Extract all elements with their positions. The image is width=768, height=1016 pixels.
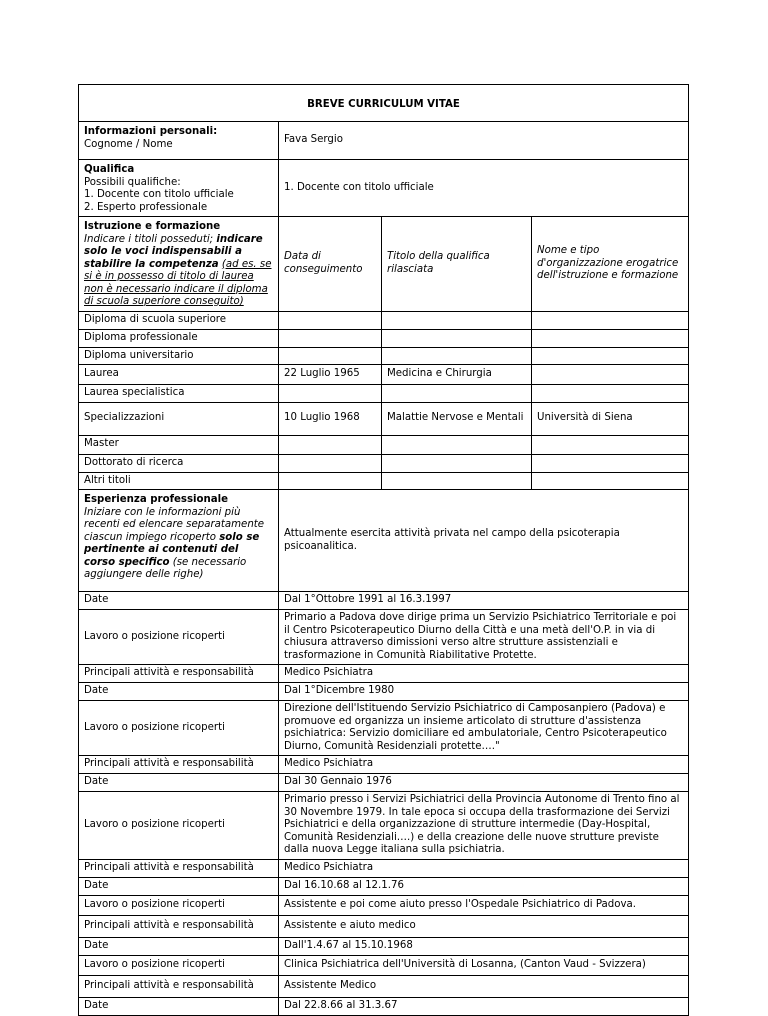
edu-label: Laurea (79, 365, 279, 385)
edu-row (79, 329, 689, 347)
job-attivita: Assistente Medico (279, 975, 689, 997)
col-header-title: Titolo della qualifica rilasciata (382, 217, 532, 312)
job-lavoro-label: Lavoro o posizione ricoperti (79, 895, 279, 915)
esperienza-summary: Attualmente esercita attività privata nel campo della psicoterapia psicoanalitica. (279, 490, 689, 592)
job-lavoro-row (79, 895, 689, 915)
edu-label: Specializzazioni (79, 402, 279, 435)
job-date-row (79, 937, 689, 955)
job-attivita-label: Principali attività e responsabilità (79, 859, 279, 877)
edu-title (382, 311, 532, 329)
edu-row (79, 347, 689, 365)
edu-title (382, 385, 532, 403)
edu-label: Dottorato di ricerca (79, 454, 279, 472)
job-attivita-row (79, 859, 689, 877)
edu-org (532, 329, 689, 347)
esperienza-label (79, 490, 279, 592)
edu-title (382, 435, 532, 454)
job-attivita-row (79, 665, 689, 683)
cv-table (78, 84, 689, 1016)
job-date-row (79, 592, 689, 610)
edu-row (79, 365, 689, 385)
edu-title (382, 347, 532, 365)
job-lavoro-row (79, 955, 689, 975)
edu-org (532, 347, 689, 365)
job-lavoro-label: Lavoro o posizione ricoperti (79, 701, 279, 756)
edu-row (79, 454, 689, 472)
job-lavoro: Assistente e poi come aiuto presso l'Ospedale Psichiatrico di Padova. (279, 895, 689, 915)
edu-date (279, 385, 382, 403)
job-attivita-row (79, 756, 689, 774)
qualifica-value: 1. Docente con titolo ufficiale (279, 160, 689, 217)
job-attivita-label: Principali attività e responsabilità (79, 665, 279, 683)
job-date: Dal 1°Ottobre 1991 al 16.3.1997 (279, 592, 689, 610)
job-lavoro: Primario a Padova dove dirige prima un Servizio Psichiatrico Territoriale e poi il Centro Psicoterapeutico Diurno della Città e una metà dell'O.P. in via di chiusura attraverso dimissioni verso altre strutture assistenziali e trasformazione in Comunità Riabilitative Protette. (279, 610, 689, 665)
job-lavoro-label: Lavoro o posizione ricoperti (79, 792, 279, 860)
edu-date: 22 Luglio 1965 (279, 365, 382, 385)
edu-date (279, 435, 382, 454)
istruzione-intro: Indicare i titoli posseduti; (84, 233, 217, 245)
job-attivita-label: Principali attività e responsabilità (79, 915, 279, 937)
edu-org (532, 311, 689, 329)
job-lavoro-label: Lavoro o posizione ricoperti (79, 610, 279, 665)
job-lavoro-row (79, 701, 689, 756)
job-date-row (79, 877, 689, 895)
job-lavoro-label: Lavoro o posizione ricoperti (79, 955, 279, 975)
job-attivita: Assistente e aiuto medico (279, 915, 689, 937)
qualifica-line: 2. Esperto professionale (84, 201, 208, 213)
personal-value: Fava Sergio (279, 122, 689, 160)
esperienza-intro-end: (se necessario aggiungere delle righe) (84, 556, 247, 580)
job-attivita-row (79, 915, 689, 937)
edu-label: Diploma professionale (79, 329, 279, 347)
qualifica-label (79, 160, 279, 217)
edu-label: Laurea specialistica (79, 385, 279, 403)
job-attivita-label: Principali attività e responsabilità (79, 975, 279, 997)
edu-org (532, 435, 689, 454)
edu-row (79, 435, 689, 454)
job-date: Dal 1°Dicembre 1980 (279, 683, 689, 701)
istruzione-label (79, 217, 279, 312)
edu-label: Diploma di scuola superiore (79, 311, 279, 329)
job-date: Dall'1.4.67 al 15.10.1968 (279, 937, 689, 955)
edu-row (79, 311, 689, 329)
job-attivita-label: Principali attività e responsabilità (79, 756, 279, 774)
job-lavoro-row (79, 792, 689, 860)
job-date-label: Date (79, 683, 279, 701)
istruzione-intro-bold: indicare solo le voci indispensabili a stabilire la competenza (84, 233, 263, 270)
job-attivita: Medico Psichiatra (279, 859, 689, 877)
col-header-date: Data di conseguimento (279, 217, 382, 312)
istruzione-note: (ad es. se si è in possesso di titolo di laurea non è necessario indicare il diploma di scuola superiore conseguito) (84, 258, 272, 307)
job-attivita: Medico Psichiatra (279, 665, 689, 683)
qualifica-line: 1. Docente con titolo ufficiale (84, 189, 234, 200)
edu-title: Malattie Nervose e Mentali (382, 402, 532, 435)
job-lavoro: Primario presso i Servizi Psichiatrici della Provincia Autonome di Trento fino al 30 Novembre 1979. In tale epoca si occupa della trasformazione dei Servizi Psichiatrici e della organizzazione di strutture intermedie (Day-Hospital, Comunità Residenziali….) e della creazione delle nuove strutture previste dalla nuova Legge italiana sulla psichiatria. (279, 792, 689, 860)
edu-title (382, 472, 532, 490)
esperienza-intro: Iniziare con le informazioni più recenti ed elencare separatamente ciascun impiego ricoperto (84, 506, 265, 543)
job-date-row (79, 774, 689, 792)
edu-row (79, 472, 689, 490)
personal-sub: Cognome / Nome (84, 138, 173, 150)
job-lavoro: Clinica Psichiatrica dell'Università di Losanna, (Canton Vaud - Svizzera) (279, 955, 689, 975)
edu-row (79, 402, 689, 435)
edu-title (382, 454, 532, 472)
job-attivita: Medico Psichiatra (279, 756, 689, 774)
esperienza-heading: Esperienza professionale (84, 494, 229, 505)
job-date-row (79, 997, 689, 1015)
edu-date (279, 454, 382, 472)
personal-row (79, 122, 689, 160)
edu-org (532, 454, 689, 472)
edu-org (532, 385, 689, 403)
edu-date: 10 Luglio 1968 (279, 402, 382, 435)
qualifica-row (79, 160, 689, 217)
edu-label: Master (79, 435, 279, 454)
edu-org (532, 472, 689, 490)
qualifica-heading: Qualifica (84, 164, 135, 175)
col-header-org: Nome e tipo d'organizzazione erogatrice dell'istruzione e formazione (532, 217, 689, 312)
job-date-label: Date (79, 592, 279, 610)
edu-title: Medicina e Chirurgia (382, 365, 532, 385)
esperienza-intro-bold: solo se pertinente ai contenuti del corso specifico (84, 531, 260, 568)
job-date: Dal 22.8.66 al 31.3.67 (279, 997, 689, 1015)
edu-row (79, 385, 689, 403)
edu-org (532, 365, 689, 385)
job-date-label: Date (79, 997, 279, 1015)
edu-label: Diploma universitario (79, 347, 279, 365)
personal-label (79, 122, 279, 160)
job-date-label: Date (79, 937, 279, 955)
istruzione-heading: Istruzione e formazione (84, 221, 221, 232)
job-date-row (79, 683, 689, 701)
job-date-label: Date (79, 774, 279, 792)
edu-date (279, 311, 382, 329)
cv-document (78, 84, 688, 1016)
esperienza-row (79, 490, 689, 592)
istruzione-header-row (79, 217, 689, 312)
edu-date (279, 472, 382, 490)
edu-label: Altri titoli (79, 472, 279, 490)
qualifica-line: Possibili qualifiche: (84, 176, 181, 188)
job-lavoro-row (79, 610, 689, 665)
title-row (79, 85, 689, 122)
edu-date (279, 329, 382, 347)
edu-org: Università di Siena (532, 402, 689, 435)
job-date-label: Date (79, 877, 279, 895)
job-date: Dal 30 Gennaio 1976 (279, 774, 689, 792)
edu-date (279, 347, 382, 365)
personal-heading: Informazioni personali: (84, 126, 218, 137)
document-title: BREVE CURRICULUM VITAE (79, 85, 689, 122)
job-lavoro: Direzione dell'Istituendo Servizio Psichiatrico di Camposanpiero (Padova) e promuove ed organizza un insieme articolato di strutture d'assistenza psichiatrica: Servizio domiciliare ed ambulatoriale, Centro Psicoterapeutico Diurno, Comunità Residenziali protette…." (279, 701, 689, 756)
job-date: Dal 16.10.68 al 12.1.76 (279, 877, 689, 895)
edu-title (382, 329, 532, 347)
